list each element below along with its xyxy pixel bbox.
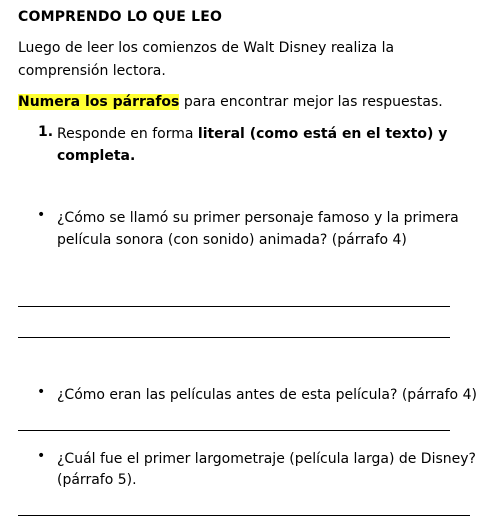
- answer-line-4[interactable]: [18, 515, 470, 516]
- instruction: [18, 91, 443, 114]
- item-1-bold: literal (como está en el texto) y: [197, 126, 448, 142]
- answer-line-1[interactable]: [18, 306, 450, 307]
- question-1-line-2: película sonora (con sonido) animada? (párrafo 4): [57, 232, 407, 248]
- instruction-rest: para encontrar mejor las respuestas.: [179, 94, 443, 110]
- instruction-highlight: Numera los párrafos: [18, 94, 180, 110]
- bullet: •: [37, 448, 46, 464]
- item-1-line-2: completa.: [57, 148, 136, 164]
- question-2-line-1: ¿Cómo eran las películas antes de esta película? (párrafo 4): [57, 387, 477, 403]
- bullet: •: [37, 384, 46, 400]
- item-number: 1.: [38, 124, 54, 140]
- question-3-line-1: ¿Cuál fue el primer largometraje (película larga) de Disney?: [57, 451, 476, 467]
- item-1-line-1: [57, 123, 447, 145]
- answer-line-3[interactable]: [18, 430, 450, 431]
- page-title: COMPRENDO LO QUE LEO: [18, 9, 223, 25]
- item-1-plain: Responde en forma: [57, 126, 198, 142]
- intro-line-2: comprensión lectora.: [18, 63, 166, 79]
- bullet: •: [37, 207, 46, 223]
- question-1-line-1: ¿Cómo se llamó su primer personaje famoso y la primera: [57, 210, 459, 226]
- intro-line-1: Luego de leer los comienzos de Walt Disney realiza la: [18, 40, 395, 56]
- question-3-line-2: (párrafo 5).: [57, 472, 137, 488]
- answer-line-2[interactable]: [18, 337, 450, 338]
